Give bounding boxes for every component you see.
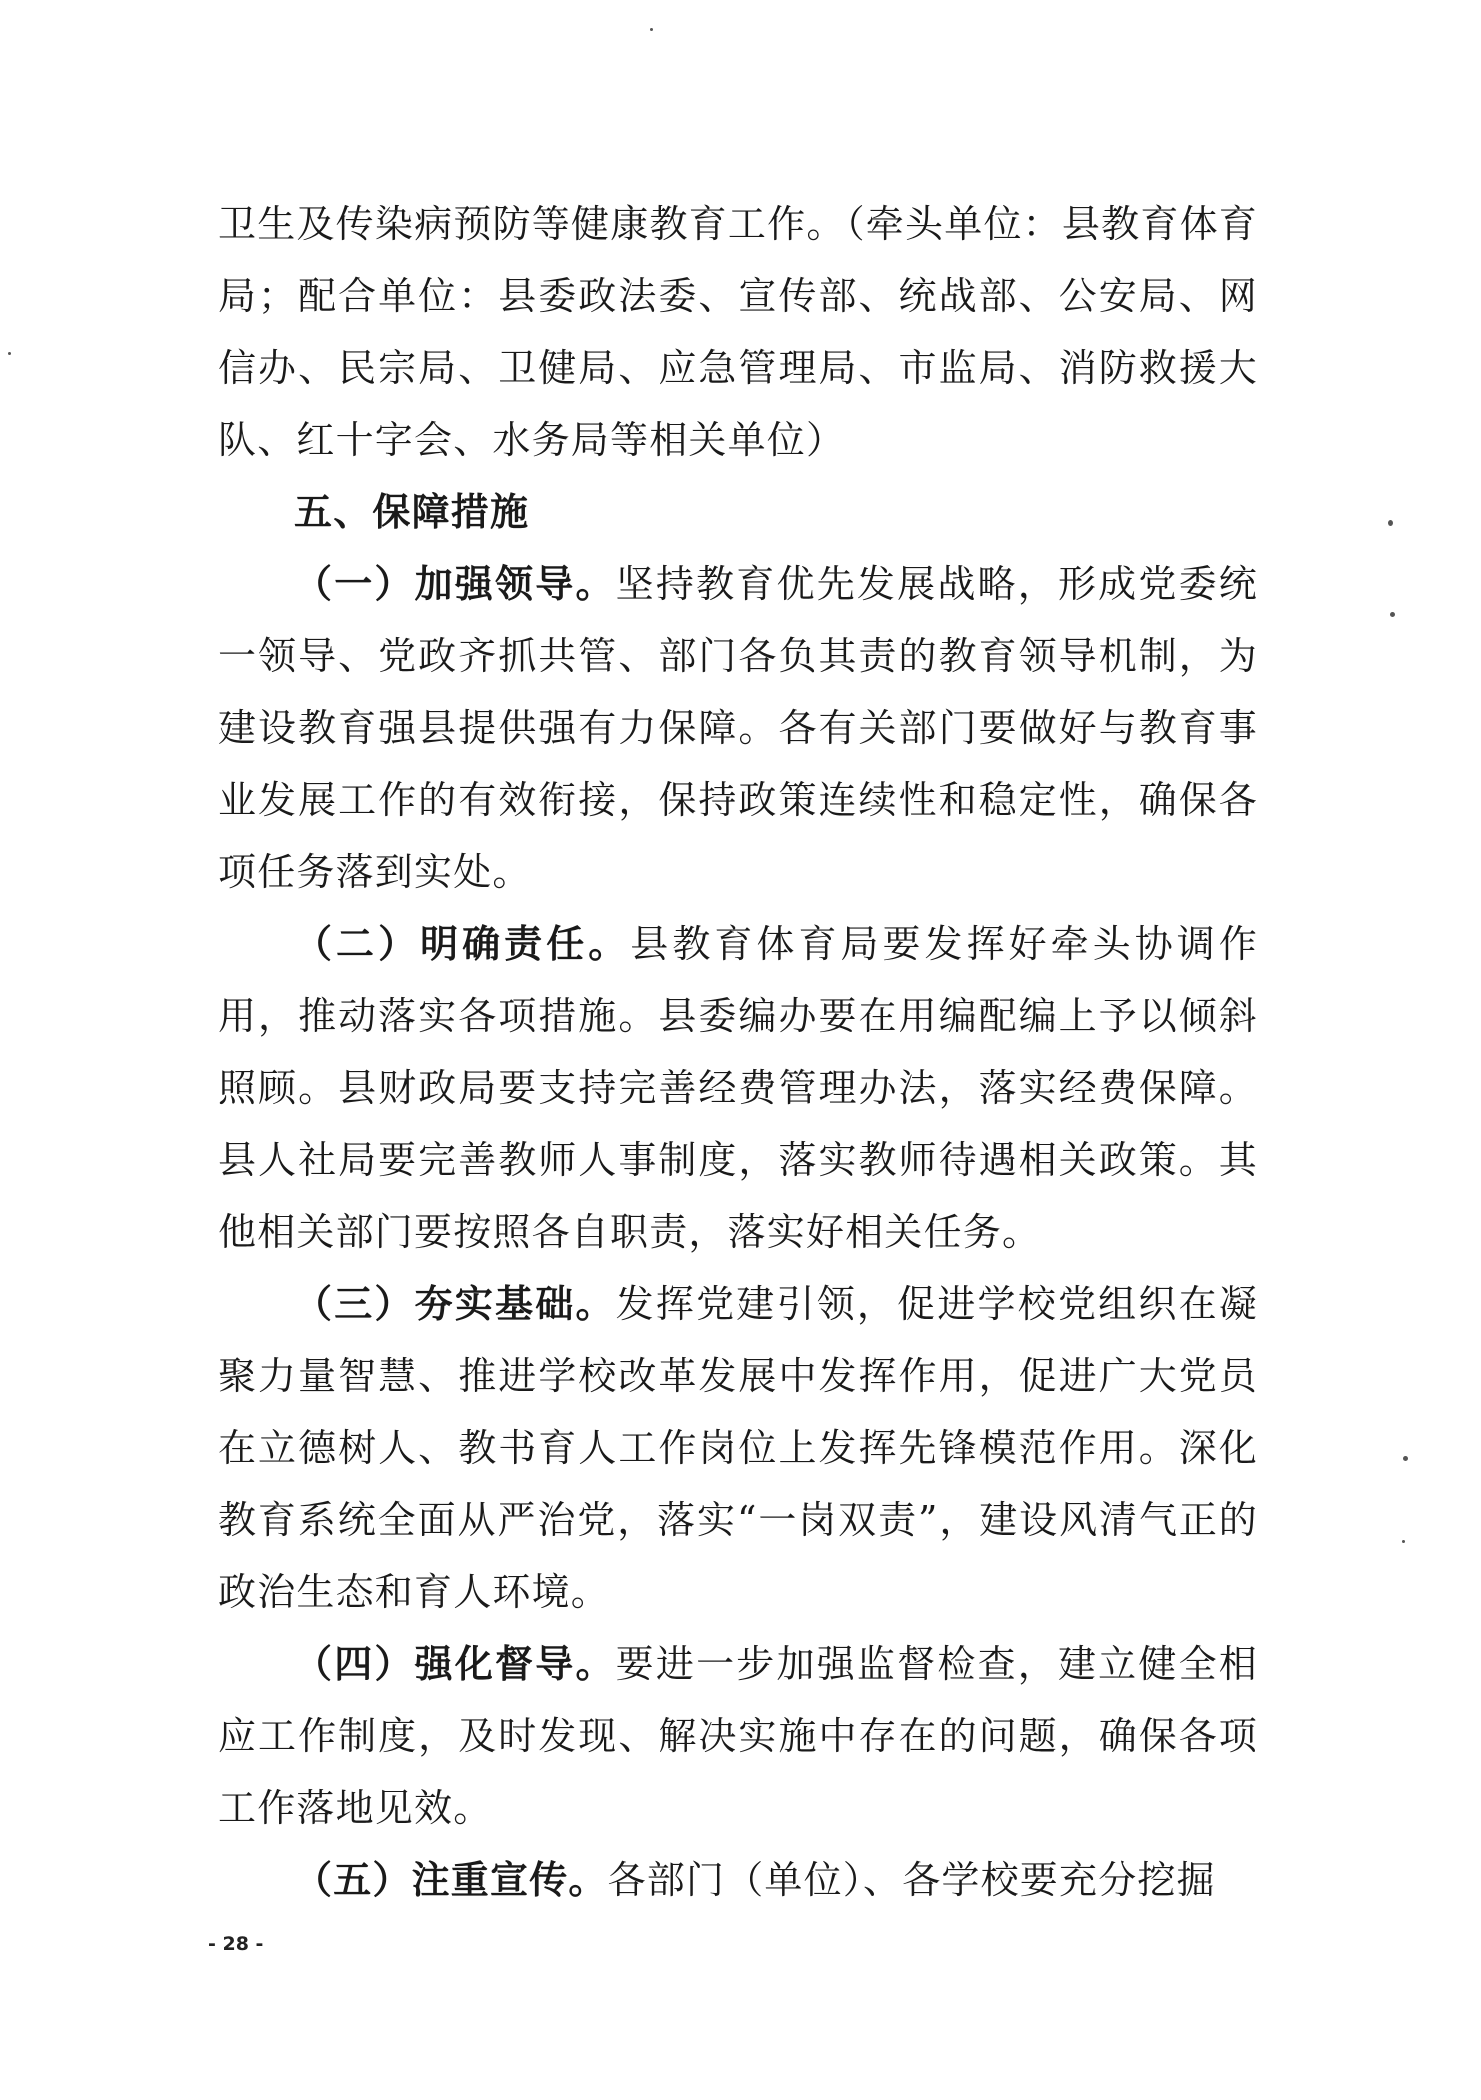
- measure-paragraph-3: [218, 1268, 1258, 1628]
- measure-paragraph-4: [218, 1628, 1258, 1844]
- measure-paragraph-1: [218, 548, 1258, 908]
- page-number: - 28 -: [208, 1933, 264, 1955]
- continuation-paragraph: 卫生及传染病预防等健康教育工作。（牵头单位：县教育体育局；配合单位：县委政法委、宣传部、统战部、公安局、网信办、民宗局、卫健局、应急管理局、市监局、消防救援大队、红十字会、水务局等相关单位）: [218, 202, 1258, 462]
- measure-body-2: 县教育体育局要发挥好牵头协调作用，推动落实各项措施。县委编办要在用编配编上予以倾斜照顾。县财政局要支持完善经费管理办法，落实经费保障。县人社局要完善教师人事制度，落实教师待遇相关政策。其他相关部门要按照各自职责，落实好相关任务。: [218, 922, 1258, 1254]
- measure-lead-4: （四）强化督导。: [294, 1642, 616, 1686]
- scan-speck: [1403, 1456, 1408, 1461]
- scan-speck: [650, 28, 653, 31]
- section-heading: 五、保障措施: [294, 490, 530, 534]
- scan-speck: [1388, 520, 1393, 526]
- measure-body-5: 各部门（单位）、各学校要充分挖掘: [607, 1858, 1216, 1902]
- scan-speck: [8, 352, 11, 355]
- measure-lead-3: （三）夯实基础。: [294, 1282, 616, 1326]
- scan-speck: [1402, 1540, 1405, 1543]
- measure-lead-5: （五）注重宣传。: [294, 1858, 608, 1902]
- measure-lead-1: （一）加强领导。: [294, 562, 616, 606]
- measure-paragraph-5: [218, 1844, 1258, 1916]
- measure-paragraph-2: [218, 908, 1258, 1268]
- scan-speck: [1390, 612, 1395, 617]
- document-body: [218, 188, 1258, 1916]
- measure-body-4: 要进一步加强监督检查，建立健全相应工作制度，及时发现、解决实施中存在的问题，确保各项工作落地见效。: [218, 1642, 1258, 1830]
- measure-body-3: 发挥党建引领，促进学校党组织在凝聚力量智慧、推进学校改革发展中发挥作用，促进广大党员在立德树人、教书育人工作岗位上发挥先锋模范作用。深化教育系统全面从严治党，落实“一岗双责”，建设风清气正的政治生态和育人环境。: [218, 1282, 1258, 1614]
- measure-lead-2: （二）明确责任。: [294, 922, 631, 966]
- measure-body-1: 坚持教育优先发展战略，形成党委统一领导、党政齐抓共管、部门各负其责的教育领导机制，为建设教育强县提供强有力保障。各有关部门要做好与教育事业发展工作的有效衔接，保持政策连续性和稳定性，确保各项任务落到实处。: [218, 562, 1258, 894]
